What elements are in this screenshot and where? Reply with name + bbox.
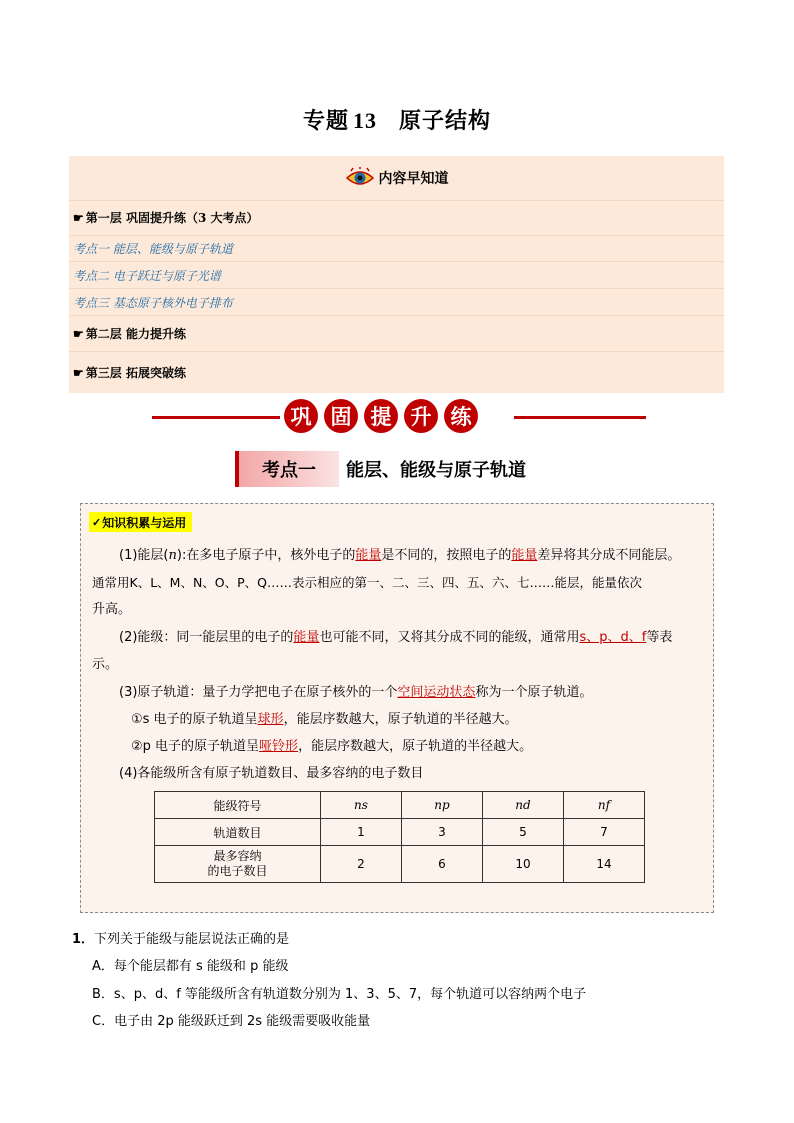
- answer-blank: 球形: [257, 712, 284, 727]
- knowledge-label: [89, 512, 192, 532]
- contents-header-label: 内容早知道: [378, 171, 449, 187]
- answer-blank: 哑铃形: [259, 739, 299, 754]
- toc-row-point-2[interactable]: [69, 262, 724, 289]
- table-cell: 2: [321, 846, 402, 883]
- title-text: 原子结构: [399, 108, 492, 134]
- table-row: [155, 792, 645, 819]
- banner-char: 提: [364, 399, 398, 433]
- toc-row-point-1[interactable]: [69, 236, 724, 262]
- toc-row-text: 第一层 巩固提升练（3 大考点）: [85, 211, 259, 225]
- check-icon: ✓: [92, 515, 102, 529]
- knowledge-p4: (4)各能级所含有原子轨道数目、最多容纳的电子数目: [119, 766, 424, 781]
- banner-line-left: [152, 416, 280, 419]
- toc-row-text: 第三层 拓展突破练: [85, 366, 186, 380]
- banner-line-right: [514, 416, 646, 419]
- knowledge-p3-1: ①s 电子的原子轨道呈球形，能层序数越大，原子轨道的半径越大。: [131, 712, 518, 727]
- question-option-b[interactable]: B．s、p、d、f 等能级所含有轨道数分别为 1、3、5、7，每个轨道可以容纳两个电子: [92, 987, 587, 1002]
- answer-blank: s、p、d、f: [579, 630, 647, 645]
- pointing-hand-icon: ☛: [73, 210, 84, 225]
- section-banner: [284, 399, 478, 433]
- table-cell: 3: [402, 819, 483, 846]
- toc-row-text: 第二层 能力提升练: [85, 327, 186, 341]
- table-row: [155, 846, 645, 883]
- answer-blank: 能量: [511, 548, 538, 563]
- toc-row-text: 考点二 电子跃迁与原子光谱: [73, 268, 221, 283]
- table-cell: 10: [483, 846, 564, 883]
- knowledge-label-text: 知识积累与运用: [102, 515, 187, 530]
- toc-row-level-2[interactable]: [69, 316, 724, 352]
- table-row: [155, 819, 645, 846]
- knowledge-p3: (3)原子轨道：量子力学把电子在原子核外的一个空间运动状态称为一个原子轨道。: [119, 685, 593, 700]
- table-cell: ns: [321, 792, 402, 819]
- banner-char: 升: [404, 399, 438, 433]
- knowledge-p2-line1: (2)能级：同一能层里的电子的能量也可能不同，又将其分成不同的能级，通常用s、p、d、f等表: [119, 630, 673, 645]
- table-cell: 最多容纳 的电子数目: [155, 846, 321, 883]
- banner-char: 固: [324, 399, 358, 433]
- question-stem: [72, 928, 289, 947]
- table-cell: nf: [564, 792, 645, 819]
- contents-box: [69, 156, 724, 393]
- toc-row-level-1[interactable]: [69, 200, 724, 236]
- pointing-hand-icon: ☛: [73, 326, 84, 341]
- toc-row-text: 考点三 基态原子核外电子排布: [73, 295, 233, 310]
- contents-header: [69, 156, 724, 201]
- title-prefix: 专题: [302, 108, 349, 134]
- question-stem-text: 下列关于能级与能层说法正确的是: [94, 932, 290, 947]
- toc-row-point-3[interactable]: [69, 289, 724, 316]
- knowledge-box: [80, 503, 714, 913]
- section-tag: 考点一: [235, 451, 339, 487]
- question-option-a[interactable]: A．每个能层都有 s 能级和 p 能级: [92, 959, 289, 974]
- answer-blank: 能量: [293, 630, 320, 645]
- table-cell: 能级符号: [155, 792, 321, 819]
- table-cell: 5: [483, 819, 564, 846]
- pointing-hand-icon: ☛: [73, 365, 84, 380]
- energy-level-table: [154, 791, 645, 883]
- section-title: 能层、能级与原子轨道: [346, 460, 526, 481]
- table-cell: np: [402, 792, 483, 819]
- answer-blank: 空间运动状态: [397, 685, 476, 700]
- banner-char: 巩: [284, 399, 318, 433]
- toc-row-level-3[interactable]: [69, 352, 724, 393]
- table-cell: 7: [564, 819, 645, 846]
- title-number: 13: [353, 108, 377, 133]
- question-option-c[interactable]: C．电子由 2p 能级跃迁到 2s 能级需要吸收能量: [92, 1014, 371, 1029]
- question-number: 1．: [72, 932, 95, 947]
- table-cell: 1: [321, 819, 402, 846]
- table-cell: 6: [402, 846, 483, 883]
- table-cell: 14: [564, 846, 645, 883]
- table-cell: nd: [483, 792, 564, 819]
- knowledge-p1-line3: 升高。: [92, 602, 132, 617]
- knowledge-p1-line2: 通常用K、L、M、N、O、P、Q……表示相应的第一、二、三、四、五、六、七……能层，能量依次: [92, 575, 643, 590]
- knowledge-p3-2: ②p 电子的原子轨道呈哑铃形，能层序数越大，原子轨道的半径越大。: [131, 739, 533, 754]
- banner-char: 练: [444, 399, 478, 433]
- knowledge-p2-line2: 示。: [92, 657, 119, 672]
- table-cell: 轨道数目: [155, 819, 321, 846]
- knowledge-p1-line1: (1)能层(n):在多电子原子中，核外电子的能量是不同的，按照电子的能量差异将其分成不同能层。: [119, 548, 681, 563]
- eye-icon: [345, 167, 375, 189]
- toc-row-text: 考点一 能层、能级与原子轨道: [73, 242, 233, 256]
- page-title: [0, 104, 794, 135]
- answer-blank: 能量: [355, 548, 382, 563]
